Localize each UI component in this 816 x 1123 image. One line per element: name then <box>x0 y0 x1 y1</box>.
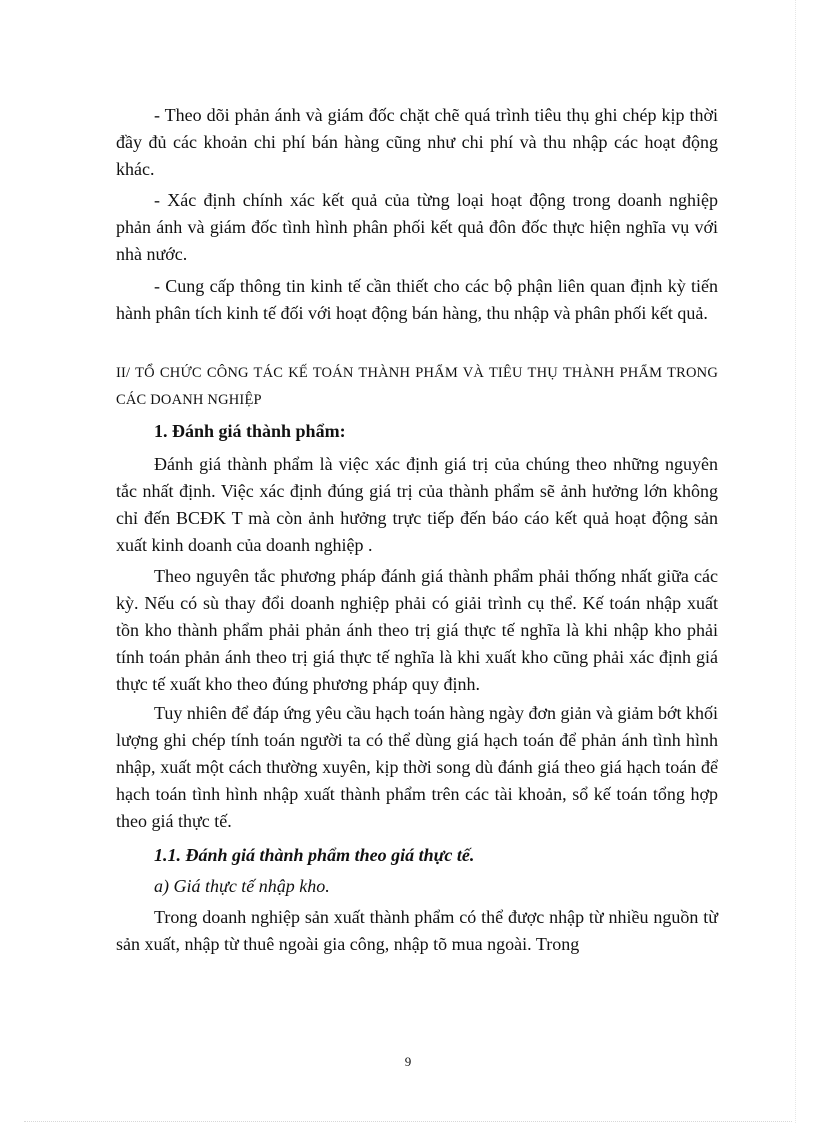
paragraph-valuation-definition: Đánh giá thành phẩm là việc xác định giá trị của chúng theo những nguyên tắc nhất định. Việc xác định đúng giá trị của thành phẩm sẽ ảnh hưởng lớn không chỉ đến BCĐK T mà còn ảnh hưởng trực tiếp đến báo cáo kết quả hoạt động sản xuất kinh doanh của doanh nghiệp . <box>116 454 718 555</box>
item-a-heading: a) Giá thực tế nhập kho. <box>154 876 330 896</box>
paragraph-sources: Trong doanh nghiệp sản xuất thành phẩm có thể được nhập từ nhiều nguồn từ sản xuất, nhập từ thuê ngoài gia công, nhập tõ mua ngoài. Trong <box>116 907 718 954</box>
subsection-heading-1-1: 1.1. Đánh giá thành phẩm theo giá thực tế. <box>154 845 475 865</box>
page-right-divider <box>795 0 796 1123</box>
paragraph-valuation-principle: Theo nguyên tắc phương pháp đánh giá thành phẩm phải thống nhất giữa các kỳ. Nếu có sù thay đổi doanh nghiệp phải có giải trình cụ thể. Kế toán nhập xuất tồn kho thành phẩm phải phản ánh theo trị giá thực tế nghĩa là khi nhập kho phải tính toán phản ánh theo trị giá thực tế nghĩa là khi xuất kho cũng phải xác định giá thực tế xuất kho theo đúng phương pháp quy định. <box>116 566 718 694</box>
section-heading: II/ TỔ CHỨC CÔNG TÁC KẾ TOÁN THÀNH PHẨM VÀ TIÊU THỤ THÀNH PHẨM TRONG CÁC DOANH NGHIỆP <box>116 365 718 408</box>
page-number: 9 <box>404 1054 412 1069</box>
page-bottom-divider <box>24 1121 792 1122</box>
paragraph-accounting-price: Tuy nhiên để đáp ứng yêu cầu hạch toán hàng ngày đơn giản và giảm bớt khối lượng ghi chép tính toán người ta có thể dùng giá hạch toán để phản ánh tình hình nhập, xuất một cách thường xuyên, kịp thời song dù đánh giá theo giá hạch toán để hạch toán tình hình nhập xuất thành phẩm trên các tài khoản, sổ kế toán tổng hợp theo giá thực tế. <box>116 703 719 831</box>
paragraph-results: - Xác định chính xác kết quả của từng loại hoạt động trong doanh nghiệp phản ánh và giám đốc tình hình phân phối kết quả đôn đốc thực hiện nghĩa vụ với nhà nước. <box>116 190 718 264</box>
subsection-heading-1: 1. Đánh giá thành phẩm: <box>154 421 346 441</box>
paragraph-info: - Cung cấp thông tin kinh tế cần thiết cho các bộ phận liên quan định kỳ tiến hành phân tích kinh tế đối với hoạt động bán hàng, thu nhập và phân phối kết quả. <box>116 276 718 323</box>
paragraph-tracking: - Theo dõi phản ánh và giám đốc chặt chẽ quá trình tiêu thụ ghi chép kịp thời đầy đủ các khoản chi phí bán hàng cũng như chi phí và thu nhập các hoạt động khác. <box>116 105 718 179</box>
